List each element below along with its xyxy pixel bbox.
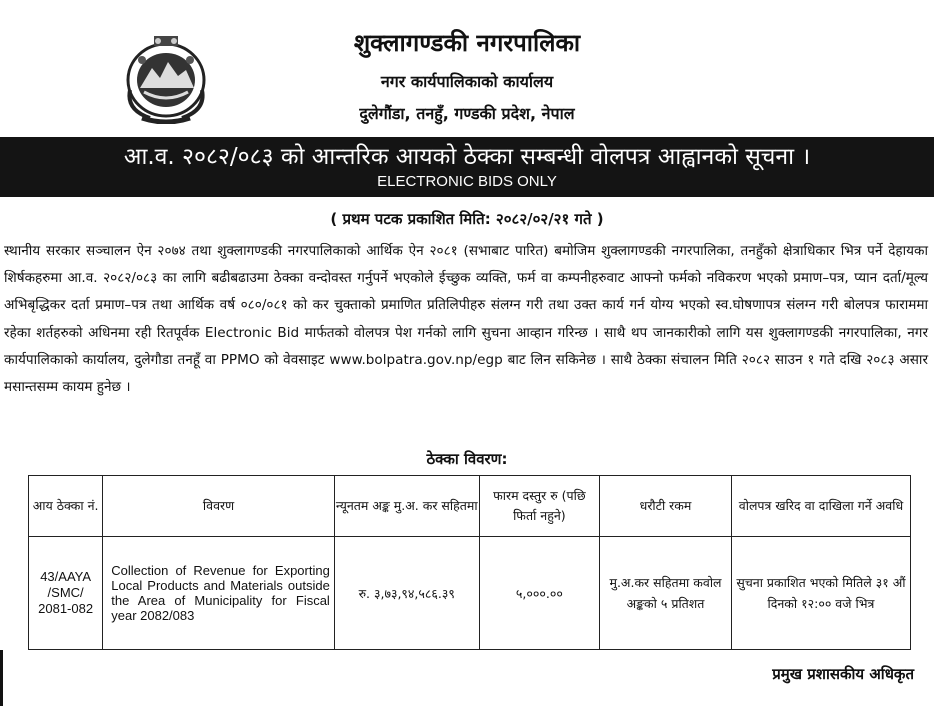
cell-contract-no: 43/AAYA /SMC/ 2081-082 (29, 537, 103, 650)
office-name: नगर कार्यपालिकाको कार्यालय (380, 72, 554, 91)
notice-banner (0, 137, 934, 197)
contract-table (28, 475, 911, 650)
header-deadline: वोलपत्र खरिद वा दाखिला गर्ने अवधि (731, 476, 910, 537)
notice-body: स्थानीय सरकार सञ्चालन ऐन २०७४ तथा शुक्लागण्डकी नगरपालिकाको आर्थिक ऐन २०८१ (सभाबाट पारित) बमोजिम शुक्लागण्डकी नगरपालिका, तनहुँको क्षेत्राधिकार भित्र पर्ने देहायका शिर्षकहरुमा आ.व. २०८२/०८३ का लागि बढीबढाउमा ठेक्का वन्दोवस्त गर्नुपर्ने भएकोले ईच्छुक व्यक्ति, फर्म वा कम्पनीहरुवाट आफ्नो फर्मको नविकरण भएको प्रमाण–पत्र, प्यान दर्ता/मूल्य अभिबृद्धिकर दर्ता प्रमाण–पत्र तथा आर्थिक वर्ष ०८०/०८१ को कर चुक्ताको प्रमाणित प्रतिलिपीहरु संलग्न गरी तथा उक्त कार्य गर्न योग्य भएको स्व.घोषणापत्र संलग्न गरी बोलपत्र फाराममा रहेका शर्तहरुको अधिनमा रही रितपूर्वक Electronic Bid मार्फतको वोलपत्र पेश गर्नको लागि सुचना आव्हान गरिन्छ । साथै थप जानकारीको लागि यस शुक्लागण्डकी नगरपालिका, नगर कार्यपालिकाको कार्यालय, दुलेगौडा तनहूँ वा PPMO को वेवसाइट www.bolpatra.gov.np/egp बाट लिन सकिनेछ । साथै ठेक्का संचालन मिति २०८२ साउन १ गते दखि २०८३ असार मसान्तसम्म कायम हुनेछ । (4, 243, 928, 396)
page-edge-divider (0, 650, 3, 706)
cell-deadline: सुचना प्रकाशित भएको मितिले ३१ औं दिनको १२:०० वजे भित्र (731, 537, 910, 650)
cell-description: Collection of Revenue for Exporting Local Products and Materials outside the Area of Municipality for Fiscal year 2082/083 (103, 537, 335, 650)
cell-form-fee: ५,०००.०० (479, 537, 599, 650)
header-description: विवरण (103, 476, 335, 537)
table-row (29, 537, 911, 650)
header-form-fee: फारम दस्तुर रु (पछि फिर्ता नहुने) (479, 476, 599, 537)
header-minimum-amount: न्यूनतम अङ्क मु.अ. कर सहितमा (334, 476, 479, 537)
municipality-title: शुक्लागण्डकी नगरपालिका (353, 29, 581, 57)
cell-deposit: मु.अ.कर सहितमा कवोल अङ्कको ५ प्रतिशत (600, 537, 732, 650)
header-deposit: धरौटी रकम (600, 476, 732, 537)
publication-date: ( प्रथम पटक प्रकाशित मिति: २०८२/०२/२१ गते ) (330, 210, 604, 228)
notice-subtitle: ELECTRONIC BIDS ONLY (377, 173, 557, 190)
notice-title: आ.व. २०८२/०८३ को आन्तरिक आयको ठेक्का सम्बन्धी वोलपत्र आह्वानको सूचना । (123, 144, 811, 170)
cell-minimum-amount: रु. ३,७३,९४,५८६.३९ (334, 537, 479, 650)
table-title: ठेक्का विवरण: (426, 450, 508, 468)
table-header-row (29, 476, 911, 537)
header-contract-no: आय ठेक्का नं. (29, 476, 103, 537)
office-address: दुलेगौंडा, तनहुँ, गण्डकी प्रदेश, नेपाल (359, 104, 575, 123)
signature-title: प्रमुख प्रशासकीय अधिकृत (772, 665, 914, 683)
